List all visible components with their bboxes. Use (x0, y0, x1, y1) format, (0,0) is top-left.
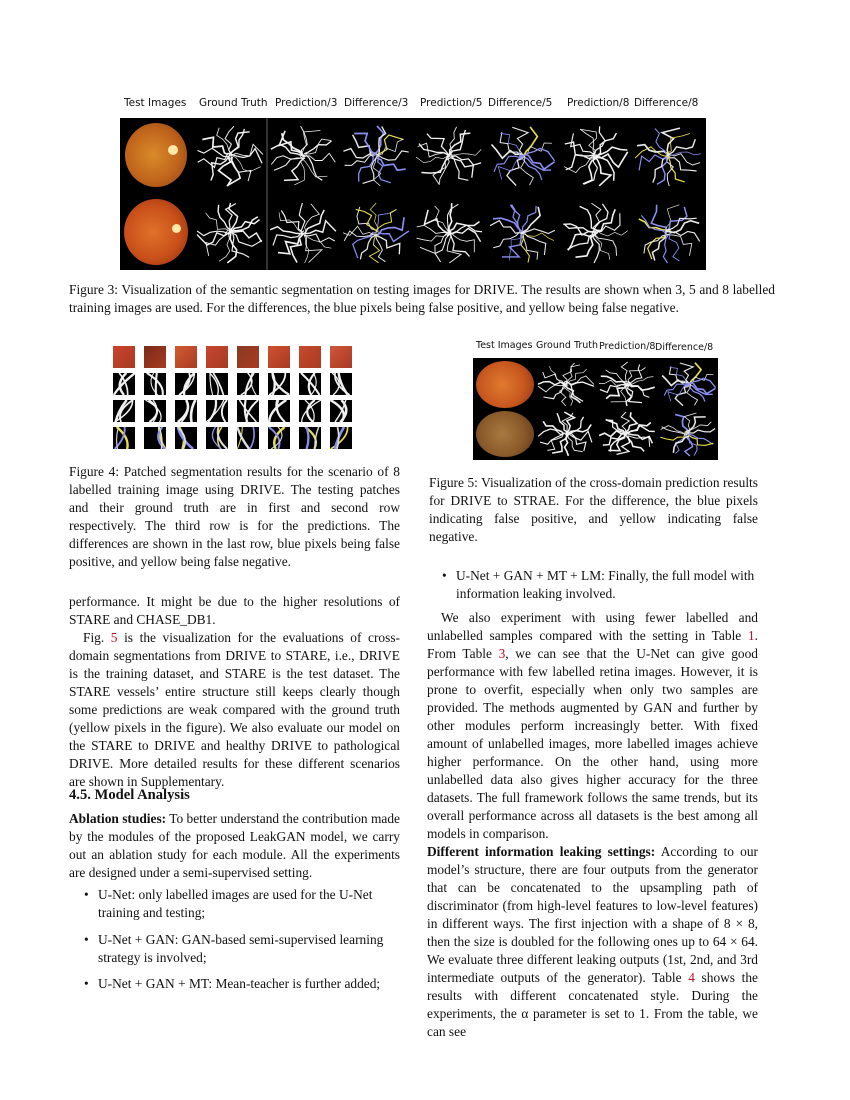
fig5-header-test-images: Test Images (476, 340, 533, 351)
patch-vessel (156, 373, 157, 395)
vessel-path (521, 233, 554, 241)
table4-link[interactable]: 4 (688, 970, 695, 985)
fig5-image-grid (473, 358, 718, 460)
vessel-path (507, 159, 522, 186)
fig3-header-prediction-8: Prediction/8 (567, 97, 630, 109)
fig5-vessel-maps (473, 358, 718, 460)
vessel-path (596, 133, 616, 157)
right-p1-text-a: We also experiment with using fewer labelled and unlabelled samples compared with the setting in Table (427, 610, 758, 643)
vessel-path (419, 144, 450, 156)
vessel-path (274, 158, 305, 170)
vessel-path (305, 234, 322, 262)
ablation-text: To better understand the contribution made by the modules of the proposed LeakGAN model, we carry out an ablation study for each module. All the experiments are designed under a semi-supervised setting. (69, 811, 400, 880)
vessel-path (661, 426, 686, 436)
vessel-path (583, 157, 598, 184)
fig4-ground-truth-patch (330, 373, 352, 395)
vessel-path (687, 434, 714, 446)
fig4-difference-patch (299, 427, 321, 449)
table3-link[interactable]: 3 (498, 646, 506, 661)
patch-vessel (250, 427, 254, 449)
vessel-path (564, 376, 594, 385)
vessel-path (219, 233, 230, 261)
fig4-ground-truth-patch (144, 373, 166, 395)
vessel-path (302, 153, 335, 162)
bullet-item-1: • U-Net: only labelled images are used for the U-Net training and testing; (84, 887, 373, 920)
patch-vessel (178, 400, 188, 422)
vessel-path (675, 387, 688, 406)
fig4-test-patch (299, 346, 321, 368)
vessel-path (594, 234, 610, 259)
fig3-image-grid (120, 118, 706, 270)
fig4-ground-truth-patch (206, 373, 228, 395)
fig4-test-patch (175, 346, 197, 368)
vessel-path (669, 232, 679, 261)
fig5-header-ground-truth: Ground Truth (536, 340, 599, 351)
vessel-path (685, 436, 693, 456)
right-p1-text-b: . From Table (427, 628, 758, 661)
fig4-test-patch (144, 346, 166, 368)
fig4-prediction-patch (330, 400, 352, 422)
vessel-path (662, 427, 687, 435)
vessel-path (651, 205, 666, 236)
vessel-path (345, 154, 374, 165)
vessel-path (621, 412, 629, 435)
vessel-path (284, 158, 305, 181)
vessel-path (225, 126, 234, 154)
patch-vessel (306, 427, 308, 449)
bullet-text-4: U-Net + GAN + MT + LM: Finally, the full model with information leaking involved. (456, 568, 755, 601)
vessel-path (592, 204, 608, 234)
vessel-path (206, 213, 231, 232)
vessel-path (449, 231, 469, 256)
bullet-text-2: U-Net + GAN: GAN-based semi-supervised learning strategy is involved; (98, 932, 384, 965)
vessel-path (450, 133, 471, 156)
vessel-path (597, 209, 615, 230)
left-paragraph-2 (69, 629, 400, 791)
right-column (427, 609, 758, 1041)
left-paragraph-1: performance. It might be due to the higher resolutions of STARE and CHASE_DB1. (69, 594, 400, 627)
vessel-path (625, 385, 632, 406)
fig4-ground-truth-patch (175, 373, 197, 395)
vessel-path (666, 235, 692, 256)
vessel-path (379, 231, 409, 242)
patch-vessel (247, 400, 259, 422)
fig4-test-patch (113, 346, 135, 368)
left-paragraph-2-text: is the visualization for the evaluations of cross-domain segmentations from DRIVE to STARE, i.e., DRIVE is the training dataset, and STARE is the test dataset. The STARE vessels’ entire structure still keeps clearly though some predictions are weak compared with the ground truth (yellow pixels in the figure). We also evaluate our model on the STARE to DRIVE and healthy DRIVE to pathological DRIVE. More detailed results for these different scenarios are shown in Supplementary. (69, 630, 400, 789)
bullet-item-4: • U-Net + GAN + MT + LM: Finally, the full model with information leaking involved. (442, 568, 755, 601)
vessel-path (568, 433, 586, 451)
leaking-settings-label: Different information leaking settings: (427, 844, 656, 859)
vessel-path (502, 231, 522, 257)
fig4-ground-truth-patch (237, 373, 259, 395)
vessel-path (580, 129, 597, 158)
fig3-caption: Figure 3: Visualization of the semantic segmentation on testing images for DRIVE. The results are shown when 3, 5 and 8 labelled training images are used. For the differences, the blue pixels being false positive, and yellow being false negative. (69, 282, 775, 315)
fig5-link[interactable]: 5 (110, 630, 118, 645)
vessel-path (301, 126, 308, 155)
fig4-caption: Figure 4: Patched segmentation results for the scenario of 8 labelled training image using DRIVE. The testing patches and their ground truth are in first and second row respectively. The third row is for the predictions. The differences are shown in the last row, blue pixels being false positive, and yellow being false negative. (69, 464, 400, 569)
vessel-path (300, 131, 320, 157)
fig4-difference-patch (113, 427, 135, 449)
vessel-path (667, 207, 687, 233)
bullet-item-2: • U-Net + GAN: GAN-based semi-supervised learning strategy is involved; (84, 932, 384, 965)
fig3-header-difference-5: Difference/5 (488, 97, 553, 109)
vessel-path (304, 141, 331, 154)
right-p1-text-c: , we can see that the U-Net can give good performance with few labelled retina images. However, it is prone to overfit, especially when only two samples are provided. The methods augmented by GAN and further by other modules perform increasingly better. With fixed amount of unlabelled images, more labelled images achieve higher performance. On the other hand, using more unlabelled data also gives higher accuracy for the three datasets. The full framework follows the same trends, but its overall performance across all datasets is the best among all models in comparison. (427, 646, 758, 841)
fig4-test-patch (206, 346, 228, 368)
fig5-header-difference-8: Difference/8 (655, 342, 714, 353)
vessel-path (227, 157, 240, 186)
vessel-path (378, 157, 391, 183)
right-p2-text-b: shows the results with different concatenated style. During the experiments, the α parameter is set to 1. From the table, we can see (427, 970, 758, 1039)
vessel-path (353, 135, 376, 153)
vessel-path (564, 224, 593, 233)
fig4-prediction-patch (237, 400, 259, 422)
fig4-difference-patch (237, 427, 259, 449)
ablation-paragraph (69, 810, 400, 882)
vessel-path (420, 231, 451, 253)
section-heading: 4.5. Model Analysis (69, 787, 190, 803)
bullet-item-3: • U-Net + GAN + MT: Mean-teacher is further added; (84, 976, 381, 991)
fig4-difference-patch (175, 427, 197, 449)
fig4-ground-truth-patch (113, 373, 135, 395)
patch-vessel (315, 427, 319, 449)
fig-ref-prefix: Fig. (83, 630, 111, 645)
bullet-text-1: U-Net: only labelled images are used for the U-Net training and testing; (98, 887, 373, 920)
right-paragraph-1 (427, 609, 758, 843)
fig4-test-patch (268, 346, 290, 368)
fig3-header-ground-truth: Ground Truth (199, 97, 268, 109)
fig4-prediction-patch (268, 400, 290, 422)
right-paragraph-2 (427, 843, 758, 1041)
table1-link[interactable]: 1 (747, 628, 755, 643)
fig3-vessel-maps (120, 118, 706, 270)
patch-vessel (339, 373, 348, 395)
fig4-prediction-patch (206, 400, 228, 422)
fig4-ground-truth-patch (299, 373, 321, 395)
fig4-difference-patch (268, 427, 290, 449)
patch-vessel (120, 400, 133, 422)
fig4-prediction-patch (299, 400, 321, 422)
ablation-label: Ablation studies: (69, 811, 167, 826)
fig3-header-prediction-3: Prediction/3 (275, 97, 338, 109)
vessel-path (564, 412, 574, 432)
vessel-path (299, 203, 305, 231)
vessel-path (305, 235, 331, 248)
fig4-prediction-patch (113, 400, 135, 422)
figure-4-patch-grid (113, 346, 355, 454)
fig4-test-patch (330, 346, 352, 368)
vessel-path (580, 206, 598, 230)
fig4-difference-patch (330, 427, 352, 449)
fig3-header-difference-8: Difference/8 (634, 97, 699, 109)
fig4-ground-truth-patch (268, 373, 290, 395)
patch-vessel (191, 400, 195, 422)
fig3-header-test-images: Test Images (124, 97, 187, 109)
fig4-difference-patch (144, 427, 166, 449)
fig3-header-difference-3: Difference/3 (344, 97, 409, 109)
vessel-path (657, 155, 667, 184)
fig4-difference-patch (206, 427, 228, 449)
vessel-path (670, 152, 701, 156)
vessel-path (424, 210, 447, 233)
vessel-path (230, 231, 261, 242)
fig5-caption: Figure 5: Visualization of the cross-domain prediction results for DRIVE to STRAE. For the difference, the blue pixels indicating false positive, and yellow indicating false negative. (429, 475, 758, 544)
fig4-test-patch (237, 346, 259, 368)
fig4-prediction-patch (175, 400, 197, 422)
vessel-path (592, 235, 599, 263)
fig4-prediction-patch (144, 400, 166, 422)
fig3-header-prediction-5: Prediction/5 (420, 97, 483, 109)
bullet-text-3: U-Net + GAN + MT: Mean-teacher is further added; (98, 976, 381, 991)
right-p2-text-a: According to our model’s structure, there are four outputs from the generator that can be concatenated to the upsampling path of discriminator (from high-level features to low-level features) in different ways. The first injection with a shape of 8 × 8, then the size is doubled for the following ones up to 64 × 64. We evaluate three different leaking outputs (1st, 2nd, and 3rd intermediate outputs of the generator). Table (427, 844, 758, 985)
left-column (69, 593, 400, 791)
fig5-header-prediction-8: Prediction/8 (599, 341, 656, 352)
vessel-path (520, 148, 554, 161)
